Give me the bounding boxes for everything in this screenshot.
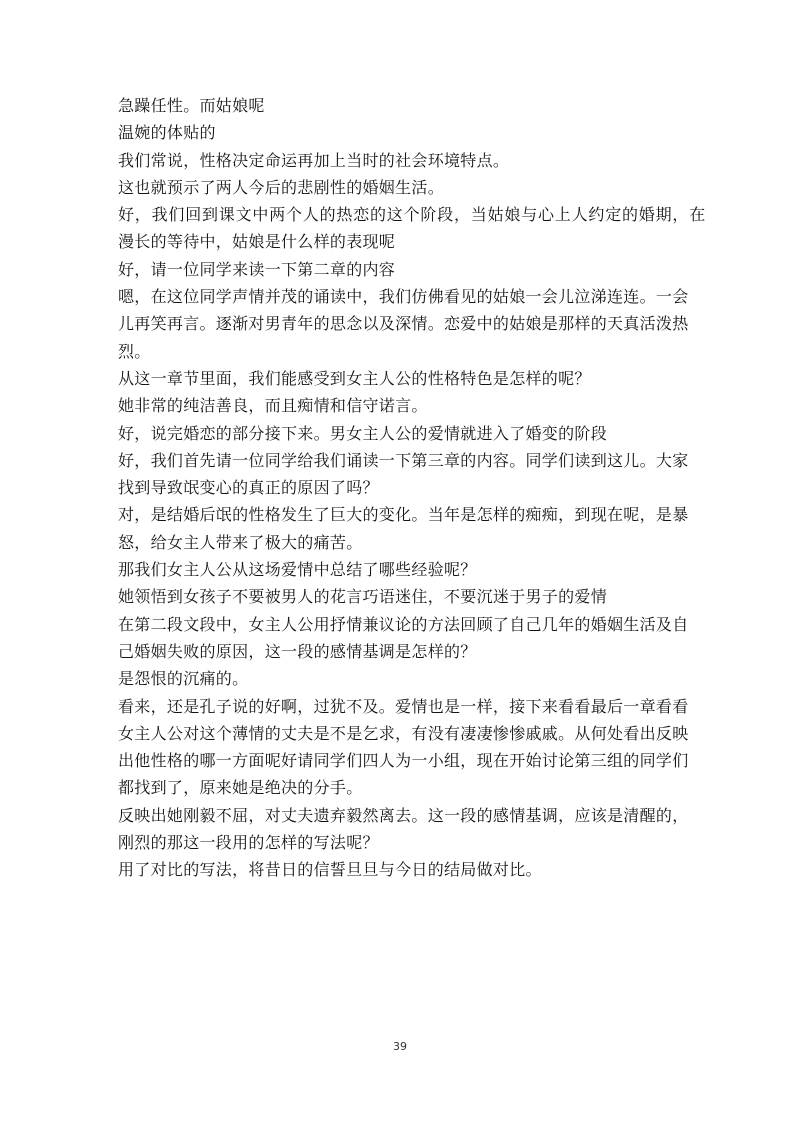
text-line: 我们常说，性格决定命运再加上当时的社会环境特点。 [118, 150, 510, 170]
text-line: 嗯，在这位同学声情并茂的诵读中，我们仿佛看见的姑娘一会儿泣涕连连。一会 [118, 287, 689, 307]
text-line: 烈。 [118, 341, 151, 361]
text-line: 漫长的等待中，姑娘是什么样的表现呢 [118, 232, 396, 252]
body-text [118, 92, 707, 884]
page-number: 39 [393, 1040, 407, 1053]
text-line: 这也就预示了两人今后的悲剧性的婚姻生活。 [118, 177, 445, 197]
text-line: 好，说完婚恋的部分接下来。男女主人公的爱情就进入了婚变的阶段 [118, 423, 608, 443]
text-line: 出他性格的哪一方面呢好请同学们四人为一小组，现在开始讨论第三组的同学们 [118, 751, 689, 771]
text-line: 那我们女主人公从这场爱情中总结了哪些经验呢？ [118, 560, 477, 580]
text-line: 她领悟到女孩子不要被男人的花言巧语迷住，不要沉迷于男子的爱情 [118, 587, 608, 607]
text-line: 温婉的体贴的 [118, 123, 216, 143]
text-line: 好，请一位同学来读一下第二章的内容 [118, 259, 396, 279]
text-line: 找到导致氓变心的真正的原因了吗？ [118, 478, 379, 498]
text-line: 她非常的纯洁善良，而且痴情和信守诺言。 [118, 396, 428, 416]
text-line: 儿再笑再言。逐渐对男青年的思念以及深情。恋爱中的姑娘是那样的天真活泼热 [118, 314, 689, 334]
text-line: 怒，给女主人带来了极大的痛苦。 [118, 532, 363, 552]
text-line: 用了对比的写法，将昔日的信誓旦旦与今日的结局做对比。 [118, 860, 542, 880]
text-line: 对，是结婚后氓的性格发生了巨大的变化。当年是怎样的痴痴，到现在呢，是暴 [118, 505, 689, 525]
text-line: 都找到了，原来她是绝决的分手。 [118, 778, 363, 798]
text-line: 反映出她刚毅不屈，对丈夫遗弃毅然离去。这一段的感情基调，应该是清醒的， [118, 805, 689, 825]
text-line: 好，我们首先请一位同学给我们诵读一下第三章的内容。同学们读到这儿。大家 [118, 450, 689, 470]
text-line: 己婚姻失败的原因，这一段的感情基调是怎样的？ [118, 641, 477, 661]
text-line: 女主人公对这个薄情的丈夫是不是乞求，有没有凄凄惨惨戚戚。从何处看出反映 [118, 723, 689, 743]
text-line: 急躁任性。而姑娘呢 [118, 96, 265, 115]
text-line: 看来，还是孔子说的好啊，过犹不及。爱情也是一样，接下来看看最后一章看看 [118, 696, 689, 716]
text-line: 是怨恨的沉痛的。 [118, 669, 249, 689]
text-line: 在第二段文段中，女主人公用抒情兼议论的方法回顾了自己几年的婚姻生活及自 [118, 614, 689, 634]
text-line: 好，我们回到课文中两个人的热恋的这个阶段，当姑娘与心上人约定的婚期，在 [118, 205, 707, 225]
text-line: 从这一章节里面，我们能感受到女主人公的性格特色是怎样的呢？ [118, 368, 591, 388]
text-line: 刚烈的那这一段用的怎样的写法呢？ [118, 833, 379, 853]
